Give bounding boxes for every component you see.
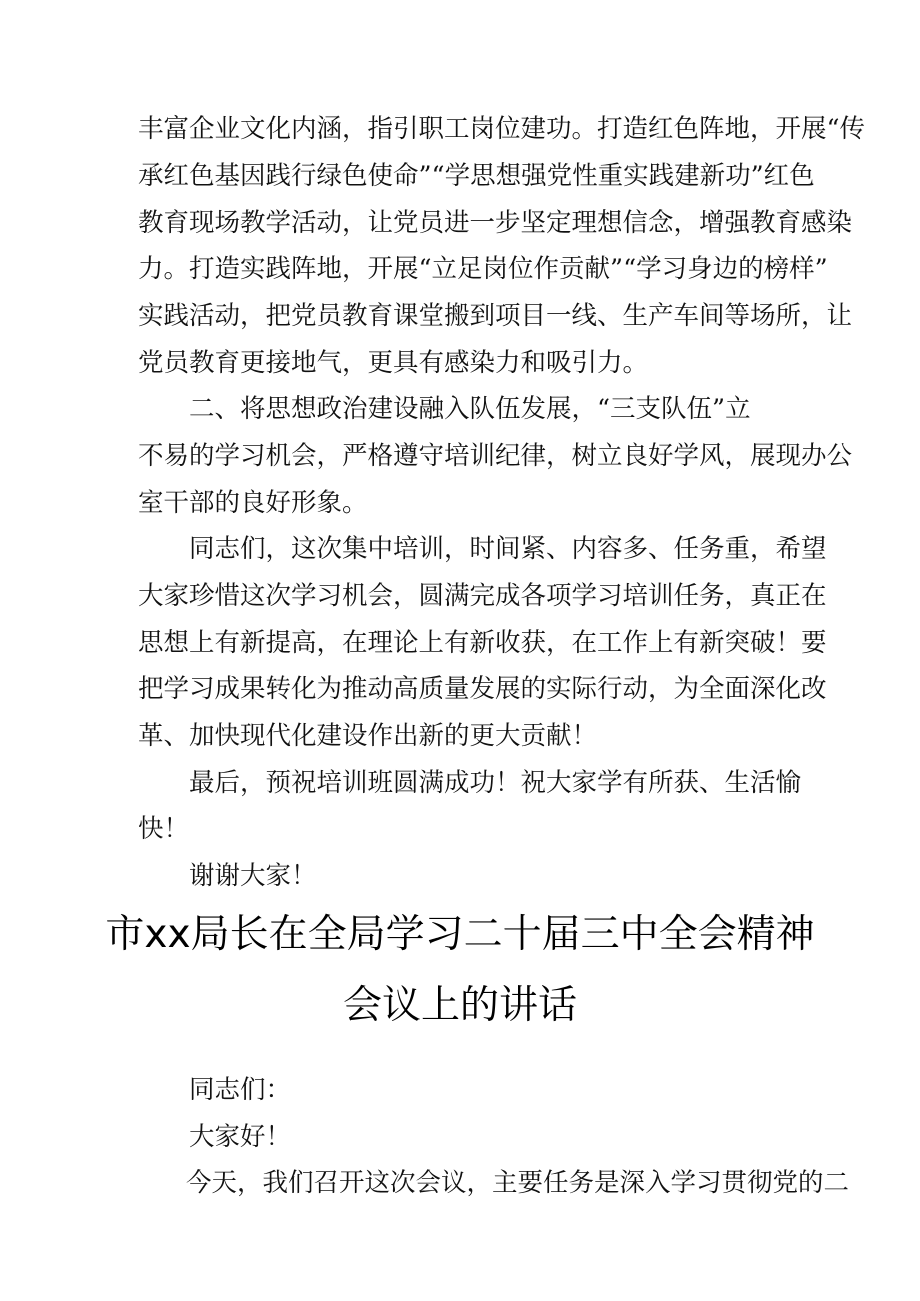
- text-line: 革、加快现代化建设作出新的更大贡献！: [138, 721, 598, 751]
- text-line: 不易的学习机会，严格遵守培训纪律，树立良好学风，展现办公: [138, 441, 853, 471]
- title-line: 会议上的讲话: [342, 983, 577, 1028]
- text-line: 思想上有新提高，在理论上有新收获，在工作上有新突破！要: [138, 628, 827, 658]
- closing-line: 谢谢大家！: [138, 861, 317, 891]
- text-line: 承红色基因践行绿色使命”“学思想强党性重实践建新功”红色: [138, 161, 815, 191]
- text-line: 今天，我们召开这次会议，主要任务是深入学习贯彻党的二: [186, 1168, 850, 1198]
- text-line: 快！: [138, 814, 190, 844]
- text-line: 力。打造实践阵地，开展“立足岗位作贡献”“学习身边的榜样”: [138, 254, 828, 284]
- text-line: 教育现场教学活动，让党员进一步坚定理想信念，增强教育感染: [138, 208, 853, 238]
- section-heading-line: 二、将思想政治建设融入队伍发展，“三支队伍”立: [138, 394, 751, 424]
- text-line: 实践活动，把党员教育课堂搬到项目一线、生产车间等场所，让: [138, 301, 853, 331]
- text-line: 同志们，这次集中培训，时间紧、内容多、任务重，希望: [138, 534, 827, 564]
- text-line: 党员教育更接地气，更具有感染力和吸引力。: [138, 348, 649, 378]
- text-line: 把学习成果转化为推动高质量发展的实际行动，为全面深化改: [138, 674, 827, 704]
- salutation-line: 同志们：: [138, 1075, 292, 1105]
- greeting-line: 大家好！: [138, 1122, 292, 1152]
- title-line: 市xx局长在全局学习二十届三中全会精神: [105, 912, 815, 957]
- text-line: 丰富企业文化内涵，指引职工岗位建功。打造红色阵地，开展“传: [138, 114, 866, 144]
- text-line: 室干部的良好形象。: [138, 488, 368, 518]
- text-line: 最后，预祝培训班圆满成功！祝大家学有所获、生活愉: [138, 768, 802, 798]
- text-line: 大家珍惜这次学习机会，圆满完成各项学习培训任务，真正在: [138, 581, 827, 611]
